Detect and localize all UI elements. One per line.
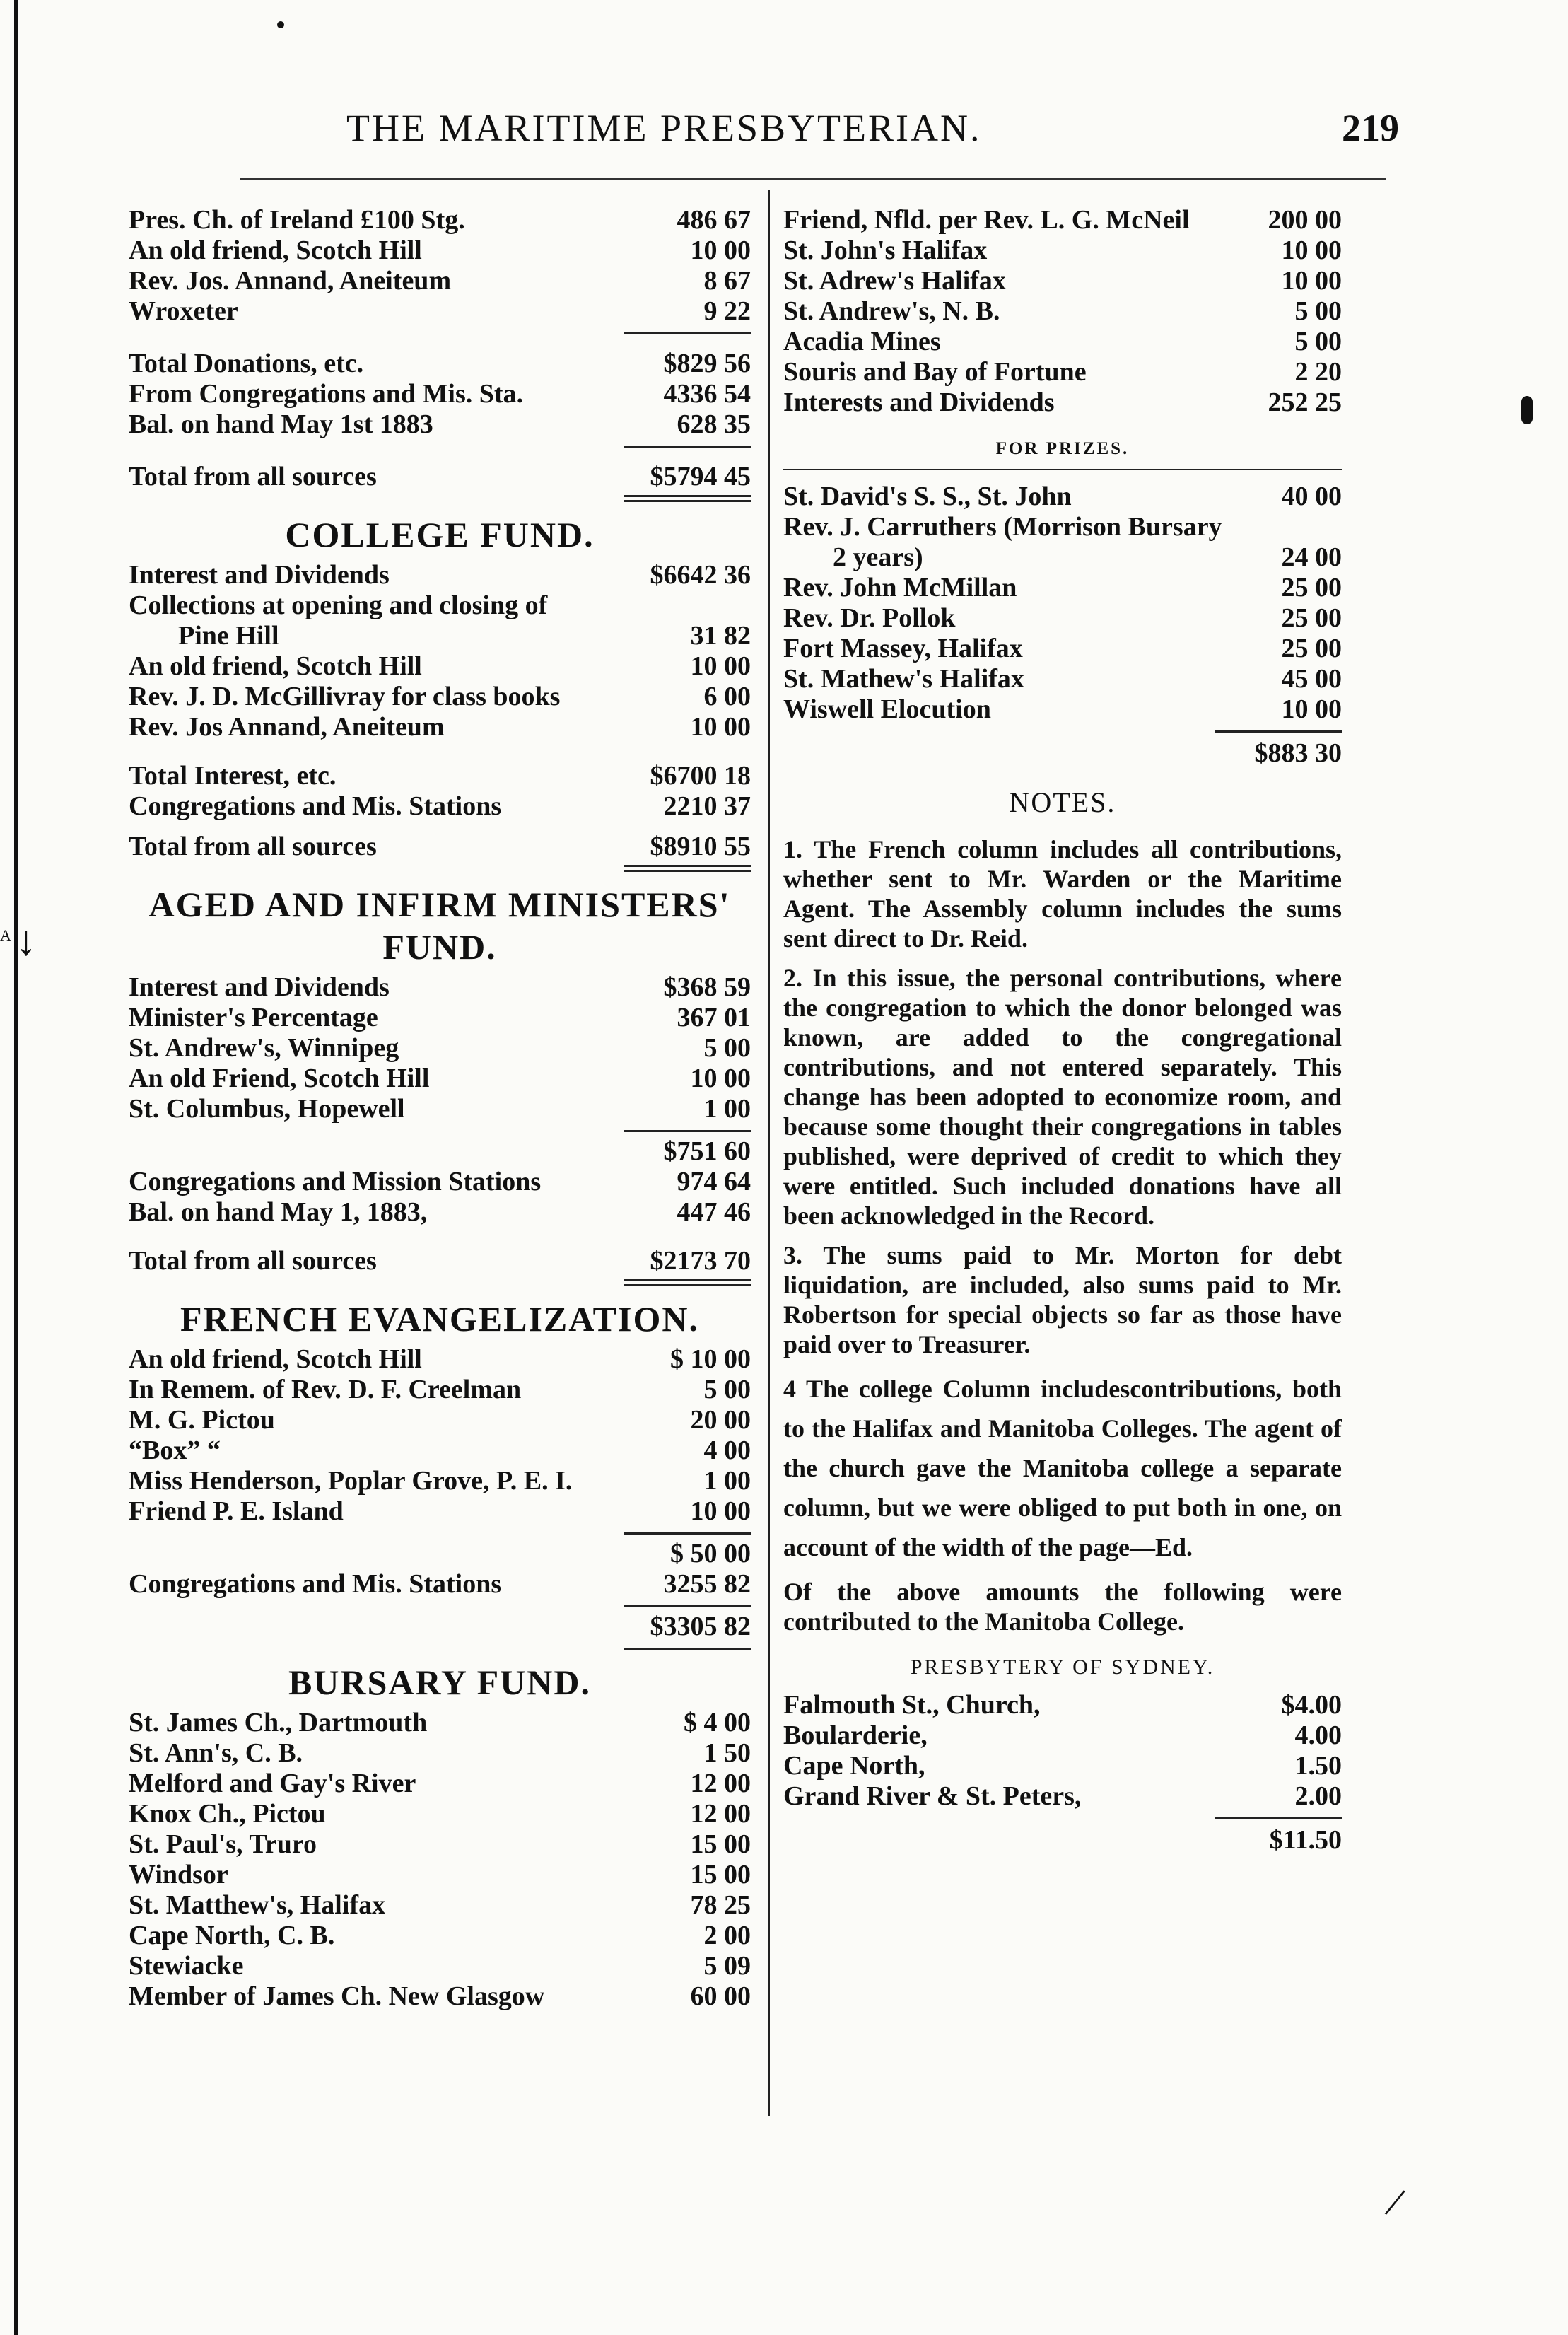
entry-amount: 15 00 (690, 1860, 751, 1889)
double-rule (624, 495, 751, 502)
entry-row (129, 205, 751, 235)
entry-amount: $ 10 00 (670, 1344, 751, 1374)
entry-label: St. Columbus, Hopewell (129, 1094, 405, 1124)
sydney-heading: PRESBYTERY OF SYDNEY. (910, 1655, 1215, 1679)
entry-label: Congregations and Mis. Stations (129, 791, 502, 821)
prizes-entries (783, 482, 1342, 725)
entry-row (129, 379, 751, 409)
entry-row (129, 682, 751, 712)
entry-label: Stewiacke (129, 1951, 244, 1981)
entry-amount: 12 00 (690, 1769, 751, 1798)
entry-row (129, 1921, 751, 1951)
entry-label: From Congregations and Mis. Sta. (129, 379, 524, 409)
entry-row (783, 205, 1342, 235)
aged-summary (129, 1167, 751, 1228)
entry-row (129, 590, 751, 621)
entry-amount: 10 00 (690, 651, 751, 681)
entry-amount: 25 00 (1281, 573, 1342, 602)
left-column (129, 205, 751, 2012)
entry-label: Pres. Ch. of Ireland £100 Stg. (129, 205, 465, 235)
entry-label: Minister's Percentage (129, 1003, 378, 1032)
entry-label: An old friend, Scotch Hill (129, 651, 422, 681)
top-summary (129, 349, 751, 440)
entry-row (129, 1167, 751, 1197)
college-entries (129, 560, 751, 743)
entry-label: Fort Massey, Halifax (783, 634, 1023, 663)
amount-rule (624, 446, 751, 448)
entry-label: Interests and Dividends (783, 388, 1055, 417)
top-total-label: Total from all sources (129, 462, 377, 491)
top-total-row (129, 462, 751, 492)
entry-amount: $ 4 00 (684, 1708, 751, 1737)
margin-arrow-icon: ↓ (16, 917, 37, 964)
entry-amount: 12 00 (690, 1799, 751, 1829)
entry-row (129, 266, 751, 296)
prizes-heading: FOR PRIZES. (995, 439, 1130, 458)
entry-row (129, 1738, 751, 1769)
entry-row (129, 409, 751, 440)
amount-rule (624, 332, 751, 334)
ink-dot (277, 21, 284, 28)
entry-label: Cape North, C. B. (129, 1921, 335, 1950)
entry-row (129, 1344, 751, 1375)
entry-amount: 40 00 (1281, 482, 1342, 511)
note-4: 4 The college Column includescontributions, both to the Halifax and Manitoba Colleges. The agent of the church gave the Manitoba college a separate column, but we were obliged to put both in one, on account of the width of the page—Ed. (783, 1375, 1342, 1561)
entry-label: St. John's Halifax (783, 235, 988, 265)
entry-amount: 10 00 (690, 235, 751, 265)
entry-label: Souris and Bay of Fortune (783, 357, 1087, 387)
entry-label: Knox Ch., Pictou (129, 1799, 326, 1829)
entry-amount: 4 00 (703, 1436, 751, 1465)
aged-subtotal: $751 60 (663, 1136, 751, 1166)
sydney-total: $11.50 (1269, 1825, 1342, 1855)
entry-amount: 25 00 (1281, 634, 1342, 663)
page-number: 219 (1342, 107, 1399, 149)
entry-label: Windsor (129, 1860, 228, 1889)
entry-row (129, 1981, 751, 2012)
entry-amount: $368 59 (663, 972, 751, 1002)
french-entries (129, 1344, 751, 1527)
entry-amount: 10 00 (1281, 266, 1342, 296)
entry-amount: 2 20 (1294, 357, 1342, 387)
entry-row (129, 1003, 751, 1033)
entry-amount: 5 00 (1294, 296, 1342, 326)
entry-row (129, 1466, 751, 1496)
entry-amount: $6700 18 (650, 761, 751, 791)
entry-amount: 24 00 (1281, 542, 1342, 572)
aged-fund-heading: AGED AND INFIRM MINISTERS' (148, 885, 731, 924)
entry-row (129, 296, 751, 327)
entry-amount: 25 00 (1281, 603, 1342, 633)
entry-label: Boularderie, (783, 1720, 928, 1750)
note-2: 2. In this issue, the personal contributions, where the congregation to which the donor belonged was known, are added to the congregational contributions, and not entered separately. This change has been adopted to economize room, and because some thought their congregations in tables published, were deprived of credit to which they were entitled. Such included donations have all been acknowledged in the Record. (783, 964, 1342, 1230)
college-total-row (129, 832, 751, 862)
entry-label: Wiswell Elocution (783, 694, 991, 724)
entry-row (783, 1720, 1342, 1751)
margin-letter: A (0, 926, 11, 944)
entry-amount: 10 00 (690, 1064, 751, 1093)
entry-row (129, 1769, 751, 1799)
prizes-total: $883 30 (1254, 738, 1342, 768)
aged-total-amount: $2173 70 (650, 1246, 751, 1276)
entry-row (783, 357, 1342, 388)
entry-label: Rev. J. D. McGillivray for class books (129, 682, 561, 711)
entry-label: Friend P. E. Island (129, 1496, 344, 1526)
entry-amount: 10 00 (690, 712, 751, 742)
entry-amount: 4336 54 (663, 379, 751, 409)
entry-amount: 9 22 (703, 296, 751, 326)
entry-amount: 2.00 (1294, 1781, 1342, 1811)
entry-row (783, 235, 1342, 266)
entry-amount: 200 00 (1268, 205, 1342, 235)
entry-amount: 6 00 (703, 682, 751, 711)
entry-label: Total Donations, etc. (129, 349, 364, 378)
note-5: Of the above amounts the following were contributed to the Manitoba College. (783, 1578, 1342, 1636)
french-subtotal: $ 50 00 (670, 1539, 751, 1568)
header-rule (240, 178, 1386, 180)
entry-label: Cape North, (783, 1751, 925, 1781)
entry-amount: 486 67 (677, 205, 751, 235)
entry-amount: 10 00 (1281, 694, 1342, 724)
entry-row (129, 1064, 751, 1094)
entry-row (129, 1829, 751, 1860)
entry-row (783, 512, 1342, 542)
entry-row (129, 1375, 751, 1405)
entry-row (129, 1436, 751, 1466)
entry-label: Friend, Nfld. per Rev. L. G. McNeil (783, 205, 1190, 235)
entry-amount: 5 00 (1294, 327, 1342, 356)
entry-row (783, 1690, 1342, 1720)
french-summary (129, 1569, 751, 1600)
entry-row (783, 634, 1342, 664)
entry-label: Rev. Jos. Annand, Aneiteum (129, 266, 452, 296)
entry-row (129, 791, 751, 822)
entry-amount: 447 46 (677, 1197, 751, 1227)
entry-label: Falmouth St., Church, (783, 1690, 1041, 1720)
entry-label: Congregations and Mis. Stations (129, 1569, 502, 1599)
entry-row (783, 482, 1342, 512)
entry-label: “Box” “ (129, 1436, 221, 1465)
entry-row (129, 1799, 751, 1829)
entry-row (129, 1496, 751, 1527)
entry-amount: 5 00 (703, 1375, 751, 1404)
entry-label: Interest and Dividends (129, 560, 390, 590)
entry-amount: 31 82 (690, 621, 751, 651)
entry-row (129, 1033, 751, 1064)
entry-row (129, 1708, 751, 1738)
amount-rule (624, 1130, 751, 1132)
entry-row (129, 560, 751, 590)
entry-label: Congregations and Mission Stations (129, 1167, 542, 1196)
entry-label: An old friend, Scotch Hill (129, 1344, 422, 1374)
note-1: 1. The French column includes all contributions, whether sent to Mr. Warden or the Maritime Agent. The Assembly column includes the sums sent direct to Dr. Reid. (783, 835, 1342, 953)
french-heading: FRENCH EVANGELIZATION. (180, 1299, 699, 1339)
entry-label: Rev. Dr. Pollok (783, 603, 956, 633)
aged-subtotal-row (129, 1136, 751, 1167)
entry-row (783, 1751, 1342, 1781)
entry-amount: 628 35 (677, 409, 751, 439)
entry-row (129, 1569, 751, 1600)
entry-label: St. James Ch., Dartmouth (129, 1708, 428, 1737)
amount-rule (624, 1532, 751, 1535)
entry-amount: 78 25 (690, 1890, 751, 1920)
entry-label: Rev. Jos Annand, Aneiteum (129, 712, 445, 742)
sydney-entries (783, 1690, 1342, 1812)
aged-entries (129, 972, 751, 1124)
entry-label: Total Interest, etc. (129, 761, 337, 791)
entry-amount: 974 64 (677, 1167, 751, 1196)
entry-amount: 45 00 (1281, 664, 1342, 694)
double-rule (624, 1279, 751, 1286)
entry-row (129, 1405, 751, 1436)
entry-label: Pine Hill (178, 621, 279, 651)
amount-rule (1215, 1817, 1342, 1819)
entry-row (129, 1197, 751, 1228)
entry-label: St. Adrew's Halifax (783, 266, 1006, 296)
entry-row (129, 1094, 751, 1124)
margin-slash: / (1381, 2178, 1409, 2226)
entry-amount: 2210 37 (663, 791, 751, 821)
entry-row (129, 651, 751, 682)
top-entries (129, 205, 751, 327)
bursary-entries (129, 1708, 751, 2012)
entry-row (129, 1951, 751, 1981)
double-rule (624, 865, 751, 872)
entry-amount: 252 25 (1268, 388, 1342, 417)
entry-label: St. David's S. S., St. John (783, 482, 1072, 511)
entry-label: Collections at opening and closing of (129, 590, 548, 620)
scan-edge-line (14, 0, 18, 2335)
page-header (0, 106, 1568, 149)
bursary-heading: BURSARY FUND. (288, 1663, 591, 1702)
entry-label: An old Friend, Scotch Hill (129, 1064, 430, 1093)
college-total-amount: $8910 55 (650, 832, 751, 861)
entry-row (783, 327, 1342, 357)
entry-row (783, 603, 1342, 634)
entry-amount: 1 50 (703, 1738, 751, 1768)
entry-row (783, 542, 1342, 573)
entry-label: 2 years) (833, 542, 923, 572)
entry-amount: $6642 36 (650, 560, 751, 590)
entry-label: Rev. John McMillan (783, 573, 1017, 602)
right-top-entries (783, 205, 1342, 418)
french-subtotal-row (129, 1539, 751, 1569)
aged-total-label: Total from all sources (129, 1246, 377, 1276)
entry-amount: 4.00 (1294, 1720, 1342, 1750)
entry-amount: 1 00 (703, 1466, 751, 1496)
page-title: THE MARITIME PRESBYTERIAN. (346, 107, 982, 149)
entry-amount: 10 00 (690, 1496, 751, 1526)
entry-label: M. G. Pictou (129, 1405, 275, 1435)
right-column (783, 205, 1342, 1856)
entry-row (783, 296, 1342, 327)
entry-amount: 8 67 (703, 266, 751, 296)
amount-rule (624, 1648, 751, 1650)
entry-label: St. Paul's, Truro (129, 1829, 317, 1859)
entry-label: Wroxeter (129, 296, 238, 326)
column-divider (768, 190, 770, 2116)
entry-label: St. Andrew's, N. B. (783, 296, 1000, 326)
entry-amount: 1.50 (1294, 1751, 1342, 1781)
entry-label: An old friend, Scotch Hill (129, 235, 422, 265)
top-total-amount: $5794 45 (650, 462, 751, 491)
entry-row (783, 1781, 1342, 1812)
entry-row (783, 573, 1342, 603)
entry-row (129, 235, 751, 266)
entry-row (129, 621, 751, 651)
entry-amount: 2 00 (703, 1921, 751, 1950)
amount-rule (624, 1605, 751, 1607)
entry-label: St. Mathew's Halifax (783, 664, 1024, 694)
entry-label: St. Andrew's, Winnipeg (129, 1033, 399, 1063)
college-total-label: Total from all sources (129, 832, 377, 861)
entry-row (129, 761, 751, 791)
amount-rule (1215, 730, 1342, 733)
entry-amount: $4.00 (1281, 1690, 1342, 1720)
french-total-row (129, 1612, 751, 1642)
entry-label: Interest and Dividends (129, 972, 390, 1002)
entry-label: Rev. J. Carruthers (Morrison Bursary (783, 512, 1222, 542)
prizes-rule (783, 469, 1342, 470)
entry-amount: 60 00 (690, 1981, 751, 2011)
entry-label: St. Ann's, C. B. (129, 1738, 303, 1768)
entry-row (783, 664, 1342, 694)
entry-label: Miss Henderson, Poplar Grove, P. E. I. (129, 1466, 573, 1496)
entry-row (783, 694, 1342, 725)
entry-amount: 367 01 (677, 1003, 751, 1032)
entry-label: St. Matthew's, Halifax (129, 1890, 386, 1920)
aged-total-row (129, 1246, 751, 1276)
entry-label: Bal. on hand May 1st 1883 (129, 409, 433, 439)
entry-amount: 1 00 (703, 1094, 751, 1124)
notes-title: NOTES. (1009, 786, 1116, 818)
entry-row (129, 712, 751, 743)
note-3: 3. The sums paid to Mr. Morton for debt liquidation, are included, also sums paid to Mr. Robertson for special objects so far as those have paid over to Treasurer. (783, 1241, 1342, 1358)
entry-row (129, 1890, 751, 1921)
entry-row (783, 266, 1342, 296)
aged-fund-heading-2: FUND. (382, 927, 497, 967)
entry-amount: 10 00 (1281, 235, 1342, 265)
entry-row (129, 972, 751, 1003)
entry-amount: 15 00 (690, 1829, 751, 1859)
entry-label: Grand River & St. Peters, (783, 1781, 1082, 1811)
college-summary (129, 761, 751, 822)
entry-label: Acadia Mines (783, 327, 941, 356)
entry-label: In Remem. of Rev. D. F. Creelman (129, 1375, 522, 1404)
entry-label: Bal. on hand May 1, 1883, (129, 1197, 428, 1227)
entry-amount: 5 00 (703, 1033, 751, 1063)
entry-row (783, 388, 1342, 418)
entry-amount: 20 00 (690, 1405, 751, 1435)
entry-amount: 3255 82 (663, 1569, 751, 1599)
entry-label: Member of James Ch. New Glasgow (129, 1981, 545, 2011)
entry-label: Melford and Gay's River (129, 1769, 416, 1798)
entry-amount: 5 09 (703, 1951, 751, 1981)
entry-row (129, 1860, 751, 1890)
ink-blot (1521, 396, 1533, 424)
college-fund-heading: COLLEGE FUND. (285, 515, 595, 554)
french-total: $3305 82 (650, 1612, 751, 1641)
entry-amount: $829 56 (663, 349, 751, 378)
entry-row (129, 349, 751, 379)
